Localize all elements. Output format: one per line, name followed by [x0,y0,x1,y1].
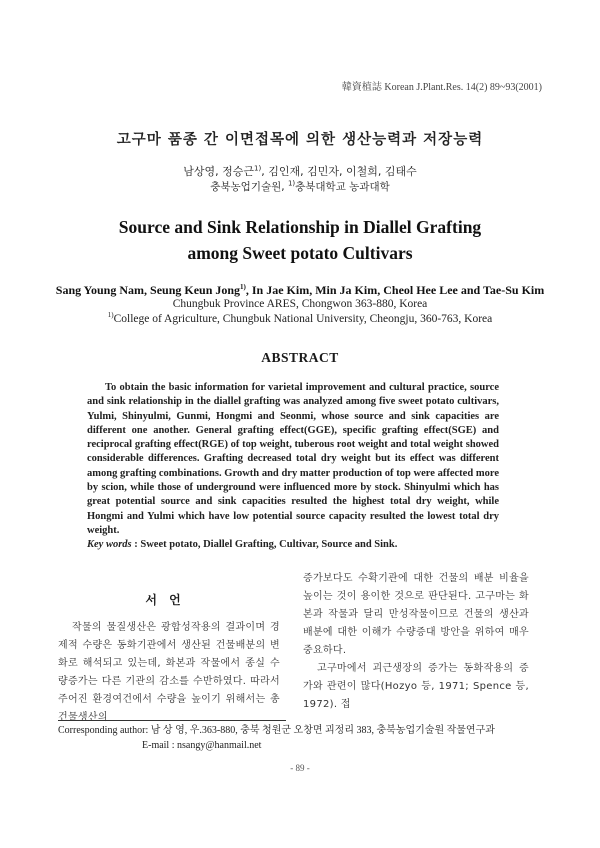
journal-reference: 韓資植誌 Korean J.Plant.Res. 14(2) 89~93(2001) [341,82,542,93]
english-authors-b: , In Jae Kim, Min Ja Kim, Cheol Hee Lee and Tae-Su Kim [245,283,545,297]
body-column-right [303,570,529,714]
korean-affil-a: 충북농업기술원, [210,181,288,193]
keywords [87,539,499,550]
korean-authors-b: , 김인재, 김민자, 이철희, 김태수 [261,165,417,178]
english-affil2-sup: 1) [107,311,114,320]
korean-authors-sup: 1) [254,164,262,173]
korean-affiliation [0,179,600,194]
keywords-text: : Sweet potato, Diallel Grafting, Cultivar, Source and Sink. [131,539,398,550]
english-title [0,214,600,266]
english-authors-sup: 1) [240,283,246,291]
corresponding-author: Corresponding author: 남 상 영, 우.363-880, 충북 청원군 오창면 괴정리 383, 충북농업기술원 작물연구과 [58,725,495,736]
abstract-heading: ABSTRACT [261,350,339,365]
footnote [58,723,495,753]
english-authors-a: Sang Young Nam, Seung Keun Jong [55,283,241,297]
body-paragraph: 증가보다도 수확기관에 대한 건물의 배분 비율을 높이는 것이 용이한 것으로 판단된다. 고구마는 화본과 작물과 달리 만성작물이므로 건물의 생산과 배분에 대한 이해가 수량증대 방안을 위하여 매우 중요하다. [303,573,529,656]
korean-affil-b: 충북대학교 농과대학 [295,181,390,193]
page-number: - 89 - [290,763,310,773]
english-title-line2: among Sweet potato Cultivars [187,243,413,263]
body-paragraph: 고구마에서 괴근생장의 증가는 동화작용의 증가와 관련이 많다(Hozyo 등, 1971; Spence 등, 1972). 접 [303,663,529,710]
english-affil2-text: College of Agriculture, Chungbuk National University, Cheongju, 360-763, Korea [113,313,493,325]
korean-authors [0,163,600,179]
keywords-label: Key words [87,539,132,550]
korean-authors-a: 남상영, 정승근 [183,165,255,178]
korean-affil-sup: 1) [287,179,296,188]
korean-title: 고구마 품종 간 이면접목에 의한 생산능력과 저장능력 [116,132,484,148]
section-heading-introduction: 서 언 [145,593,185,607]
body-paragraph: 작물의 물질생산은 광합성작용의 결과이며 경제적 수량은 동화기관에서 생산된 건물배분의 변화로 해석되고 있는데, 화본과 작물에서 종실 수량증가는 다른 기관의 감소를 수반하였다. 따라서 주어진 환경여건에서 수량을 높이기 위해서는 총건물생산의 [58,622,280,723]
abstract-text: To obtain the basic information for varietal improvement and cultural practice, source and sink relationship in the diallel grafting was analyzed among five sweet potato cultivars, Yulmi, Shinyulmi, Gunmi, Hongmi and Seonmi, whose source and sink capacities are different one another. General grafting effect(GGE), specific grafting effect(SGE) and reciprocal grafting effect(RGE) of top weight, tuberous root weight and total weight showed considerable differences. Grafting decreased total dry weight but its effect was different among grafting combinations. Growth and dry matter production of top were affected more by scion, while those of underground were influenced more by stock. Shinyulmi which has great potential source and sink capacities resulted the highest total dry weight, while Hongmi and Yulmi which have low potential source capacity resulted the lowest total dry weight. [87,382,499,536]
author-email: E-mail : nsangy@hanmail.net [142,740,262,751]
english-affiliation-2 [0,313,600,325]
body-column-left [58,619,280,727]
english-title-line1: Source and Sink Relationship in Diallel Grafting [118,217,482,237]
footnote-divider [58,720,286,721]
english-authors [0,283,600,298]
english-affiliation-1: Chungbuk Province ARES, Chongwon 363-880, Korea [172,298,428,310]
